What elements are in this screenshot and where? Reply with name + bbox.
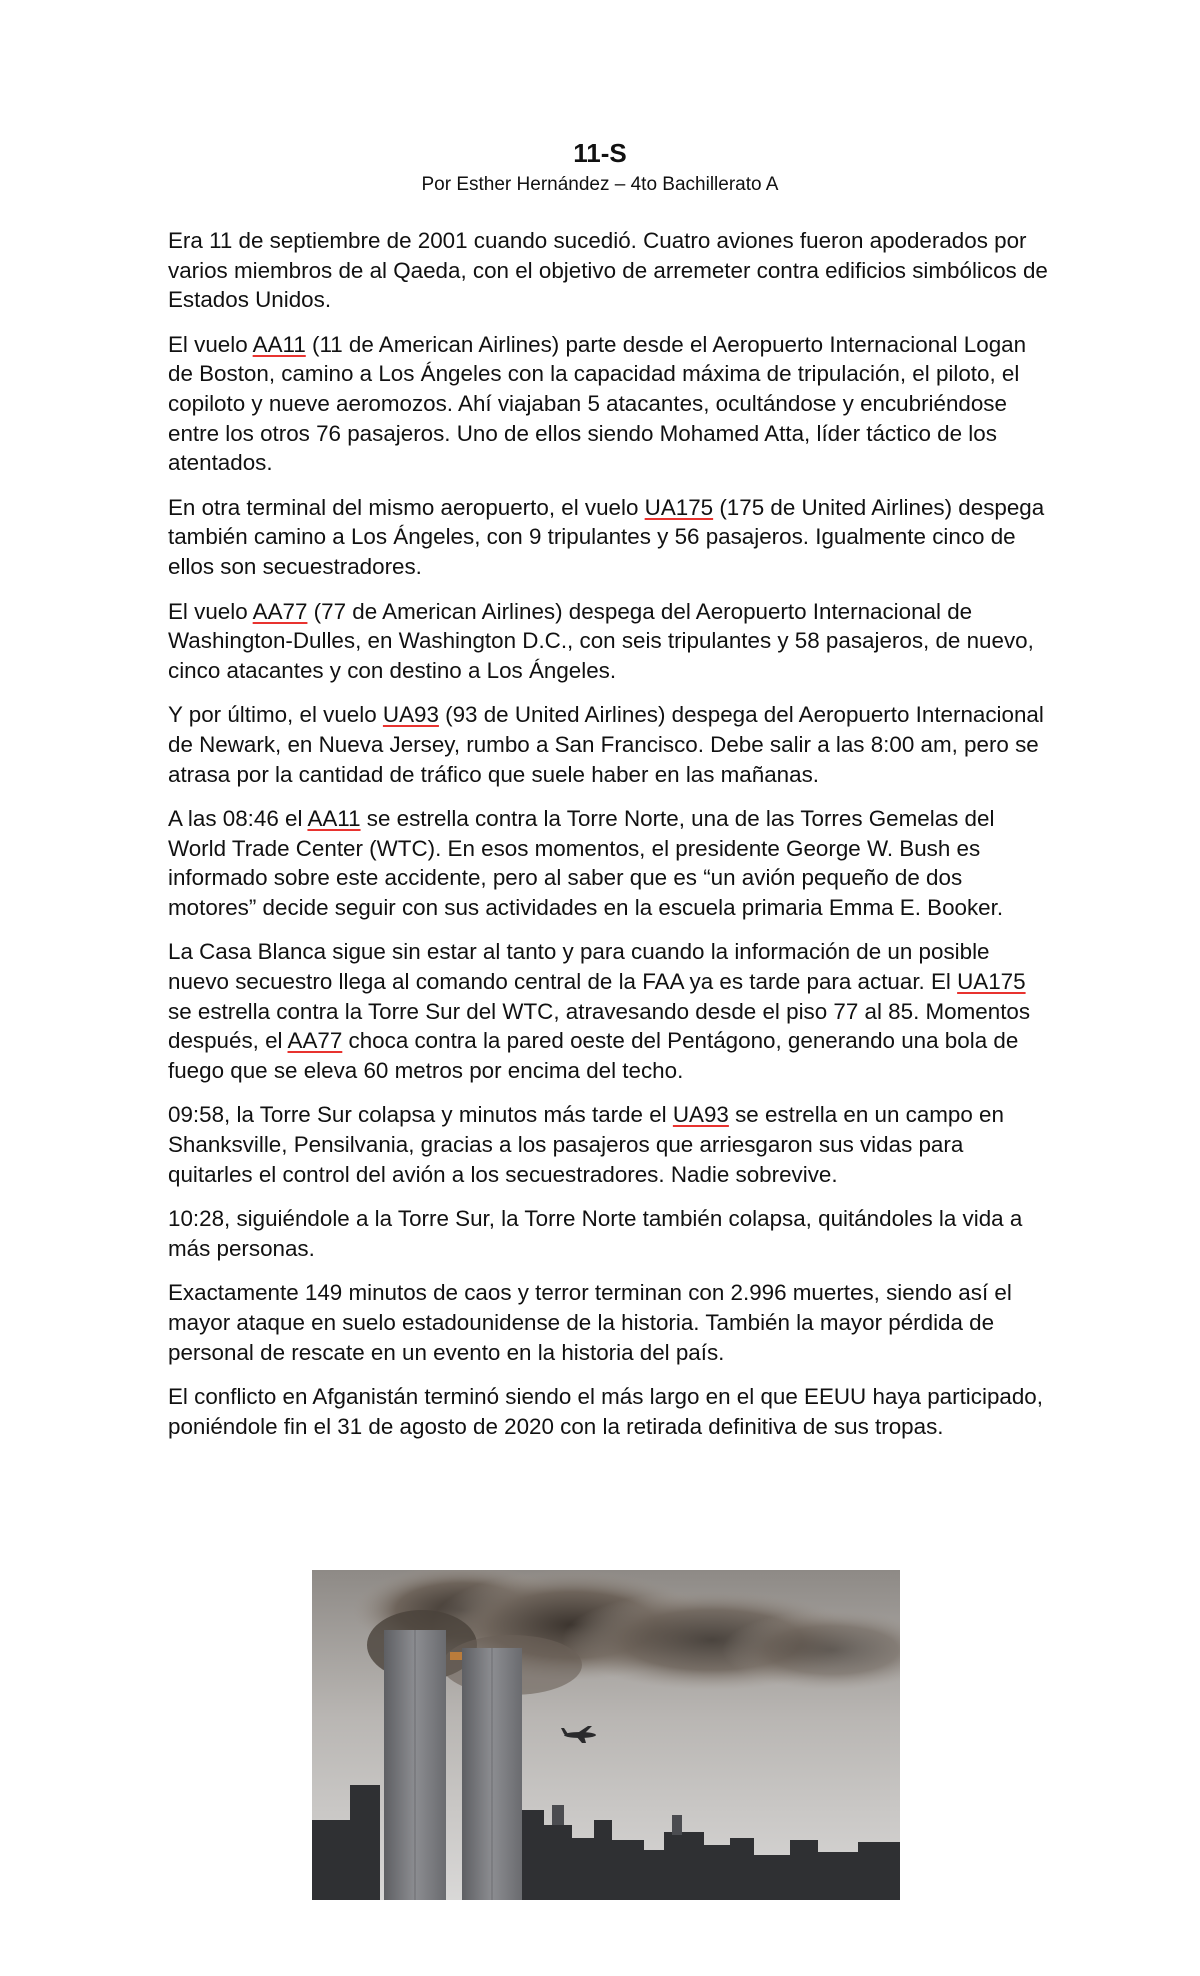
flight-code: AA11: [307, 806, 361, 832]
flight-code: UA175: [957, 969, 1026, 995]
flight-code: AA77: [287, 1028, 343, 1054]
paragraph-text: El conflicto en Afganistán terminó siendo el más largo en el que EEUU haya participado, poniéndole fin el 31 de agosto de 2020 con la retirada definitiva de sus tropas.: [168, 1384, 1043, 1439]
paragraph: [168, 330, 1048, 478]
paragraph-text: 09:58, la Torre Sur colapsa y minutos más tarde el: [168, 1102, 673, 1128]
paragraph-text: Era 11 de septiembre de 2001 cuando sucedió. Cuatro aviones fueron apoderados por varios miembros de al Qaeda, con el objetivo de arremeter contra edificios simbólicos de Estados Unidos.: [168, 228, 1048, 313]
paragraph-text: se estrella contra la Torre Norte, una de las Torres Gemelas del World Trade Center (WTC). En esos momentos, el presidente George W. Bush es informado sobre este accidente, pero al saber que es “un avión pequeño de dos motores” decide seguir con sus actividades en la escuela primaria Emma E. Booker.: [168, 806, 1004, 920]
paragraph: [168, 1100, 1048, 1189]
paragraph: [168, 1204, 1048, 1263]
paragraph-text: (93 de United Airlines) despega del Aeropuerto Internacional de Newark, en Nueva Jersey, rumbo a San Francisco. Debe salir a las 8:00 am, pero se atrasa por la cantidad de tráfico que suele haber en las mañanas.: [168, 702, 1044, 787]
flight-code: AA77: [252, 598, 308, 624]
flight-code: UA93: [672, 1102, 729, 1128]
paragraph-text: se estrella contra la Torre Sur del WTC, atravesando desde el piso 77 al 85. Momentos después, el: [168, 998, 1031, 1054]
paragraph-text: 10:28, siguiéndole a la Torre Sur, la Torre Norte también colapsa, quitándoles la vida a más personas.: [168, 1206, 1023, 1261]
paragraph: [168, 804, 1048, 922]
paragraph-text: (175 de United Airlines) despega también camino a Los Ángeles, con 9 tripulantes y 56 pasajeros. Igualmente cinco de ellos son secuestradores.: [168, 494, 1045, 579]
paragraph-text: El vuelo: [168, 331, 253, 357]
paragraph: [168, 1382, 1048, 1441]
document-byline: Por Esther Hernández – 4to Bachillerato A: [421, 174, 779, 195]
twin-towers-photo: [312, 1570, 900, 1900]
paragraph-text: El vuelo: [168, 598, 253, 624]
paragraph-text: En otra terminal del mismo aeropuerto, el vuelo: [168, 494, 645, 520]
flight-code: UA93: [382, 702, 439, 728]
document-body: [168, 226, 1048, 1456]
paragraph-text: se estrella en un campo en Shanksville, Pensilvania, gracias a los pasajeros que arriesgaron sus vidas para quitarles el control del avión a los secuestradores. Nadie sobrevive.: [168, 1102, 1004, 1187]
paragraph: [168, 937, 1048, 1085]
paragraph-text: Exactamente 149 minutos de caos y terror terminan con 2.996 muertes, siendo así el mayor ataque en suelo estadounidense de la historia. También la mayor pérdida de personal de rescate en un evento en la historia del país.: [168, 1280, 1012, 1365]
paragraph-text: choca contra la pared oeste del Pentágono, generando una bola de fuego que se eleva 60 metros por encima del techo.: [168, 1028, 1019, 1083]
flight-code: UA175: [644, 494, 714, 520]
paragraph-text: Y por último, el vuelo: [168, 702, 383, 728]
paragraph: [168, 493, 1048, 582]
paragraph: [168, 597, 1048, 686]
paragraph: [168, 700, 1048, 789]
paragraph: [168, 226, 1048, 315]
paragraph-text: La Casa Blanca sigue sin estar al tanto y para cuando la información de un posible nuevo secuestro llega al comando central de la FAA ya es tarde para actuar. El: [168, 939, 990, 995]
paragraph: [168, 1278, 1048, 1367]
paragraph-text: (11 de American Airlines) parte desde el Aeropuerto Internacional Logan de Boston, camino a Los Ángeles con la capacidad máxima de tripulación, el piloto, el copiloto y nueve aeromozos. Ahí viajaban 5 atacantes, ocultándose y encubriéndose entre los otros 76 pasajeros. Uno de ellos siendo Mohamed Atta, líder táctico de los atentados.: [168, 331, 1027, 476]
flight-code: AA11: [252, 331, 306, 357]
paragraph-text: A las 08:46 el: [168, 806, 308, 832]
paragraph-text: (77 de American Airlines) despega del Aeropuerto Internacional de Washington-Dulles, en Washington D.C., con seis tripulantes y 58 pasajeros, de nuevo, cinco atacantes y con destino a Los Ángeles.: [168, 598, 1034, 683]
document-title: 11-S: [573, 138, 627, 168]
